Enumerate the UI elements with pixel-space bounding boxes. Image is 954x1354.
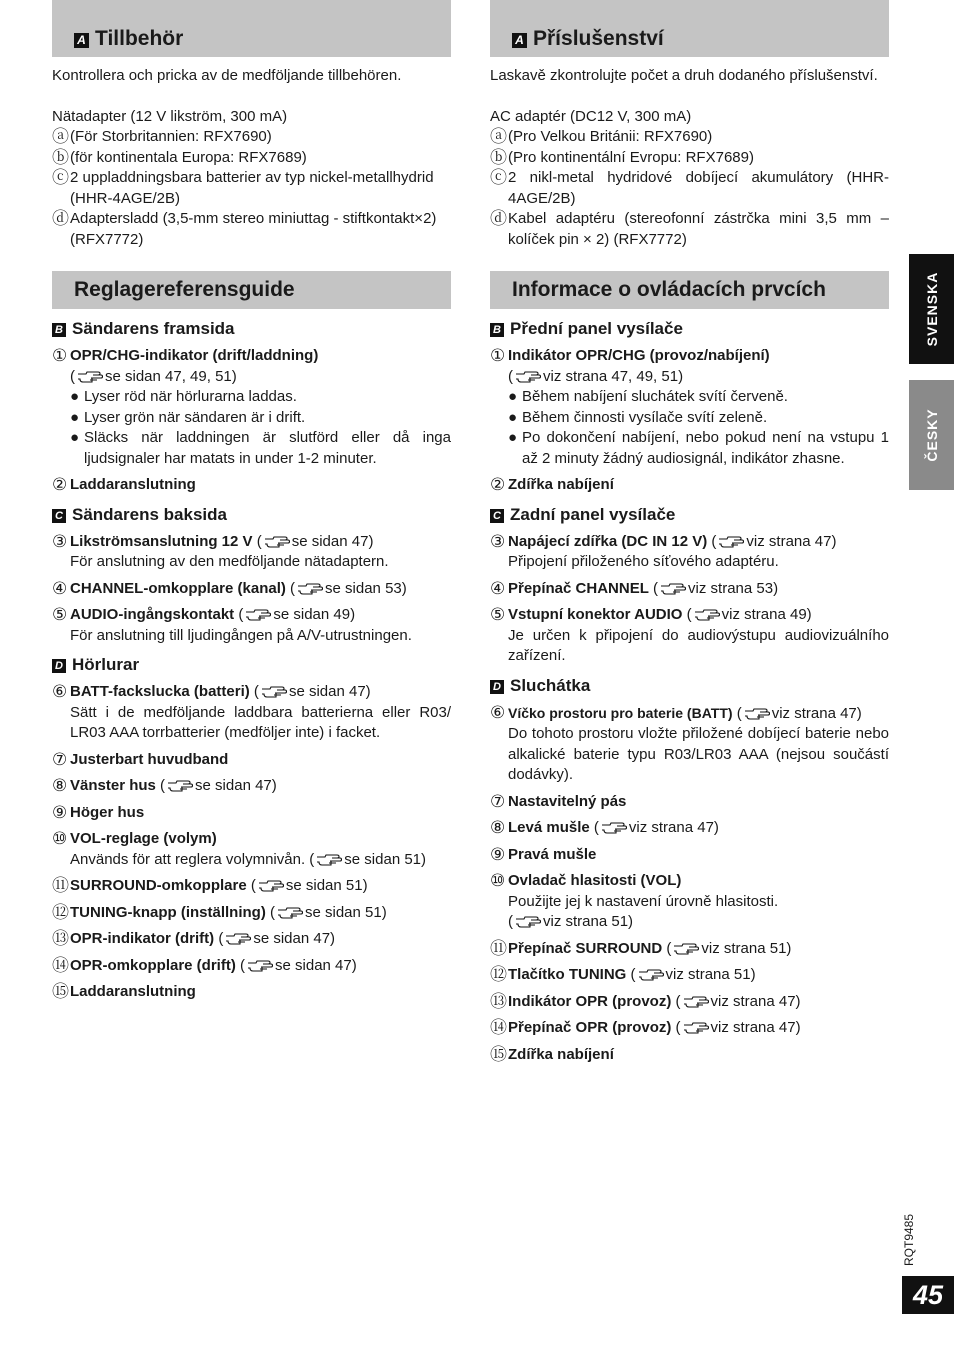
pointing-hand-icon — [277, 906, 303, 919]
accessories-title: Tillbehör — [95, 27, 184, 50]
accessories-header — [52, 0, 451, 57]
pointing-hand-icon — [247, 959, 273, 972]
accessory-item: ⓑ (för kontinentala Europa: RFX7689) — [52, 147, 307, 167]
pointing-hand-icon — [683, 995, 709, 1008]
accessory-item: ⓓ Adaptersladd (3,5-mm stereo miniuttag - stiftkontakt×2) (RFX7772) — [52, 209, 437, 248]
front-subheading-cz: B Přední panel vysílače — [490, 318, 889, 340]
controls-header — [52, 271, 451, 309]
accessory-item: ⓒ 2 uppladdningsbara batterier av typ nickel-metallhydrid (HHR-4AGE/2B) — [52, 168, 434, 207]
pointing-hand-icon — [264, 535, 290, 548]
pointing-hand-icon — [316, 853, 342, 866]
adapter-label-cz: AC adaptér (DC12 V, 300 mA) — [490, 107, 692, 125]
pointing-hand-icon — [515, 370, 541, 383]
pointing-hand-icon — [744, 707, 770, 720]
czech-column: A Příslušenství Laskavě zkontrolujte počet a druh dodaného příslušenství. AC adaptér (DC12 V, 300 mA) ⓐ (Pro Velkou Británii: RFX7690) ⓑ (Pro kontinentální Evropu: RFX7689) ⓒ 2 nikl-metal hydridové dobíjecí akumulátory (HHR-4AGE/2B) ⓓ Kabel adaptéru (stereofonní zástrčka mini 3,5 mm – kolíček pin × 2) (RFX7772) Informace o ovládacích prvcích B Přední panel vysílače ① Indikátor OPR/CHG (provoz/nabíjení) ( viz strana 47, 49, 51) ● Během nabíjení sluchátek svítí červeně. ● Během činnosti vysílače svítí zeleně. ● Po dokončení nabíjení, nebo pokud není na vstupu 1 až 2 minuty žádný audiosignál, indikátor zhasne. ② Zdířka nabíjení C Zadní panel vysílače ③ Napájecí zdířka (DC IN 12 V) ( viz strana 47) Připojení přiloženého síťového adaptéru. ④ Přepínač CHANNEL ( viz strana 53) ⑤ Vstupní konektor AUDIO ( viz strana 49) Je určen k připojení do audiovýstupu audiovizuálního zařízení. D Sluchátka ⑥ Víčko prostoru pro baterie (BATT) ( viz strana 47) Do tohoto prostoru vložte přiložené dobíjecí baterie nebo alkalické baterie typu R03/LR03 AAA (nejsou součástí dodávky). ⑦ Nastavitelný pás ⑧ Levá mušle ( viz strana 47) ⑨ Pravá mušle ⑩ Ovladač hlasitosti (VOL) Použijte jej k nastavení úrovně hlasitosti. ( viz strana 51) ⑪ Přepínač SURROUND ( viz strana 51) ⑫ Tlačítko TUNING ( viz strana 51) ⑬ Indikátor OPR (provoz) ( viz strana 47) ⑭ Přepínač OPR (provoz) ( viz strana 47) ⑮ Zdířka nabíjení — [490, 0, 889, 1065]
language-tab-cesky: ČESKY — [909, 380, 954, 490]
pointing-hand-icon — [683, 1021, 709, 1034]
controls-title-cz: Informace o ovládacích prvcích — [512, 278, 826, 301]
headphones-subheading-cz: D Sluchátka — [490, 675, 889, 697]
pointing-hand-icon — [515, 915, 541, 928]
pointing-hand-icon — [638, 968, 664, 981]
pointing-hand-icon — [694, 608, 720, 621]
accessory-item: ⓒ 2 nikl-metal hydridové dobíjecí akumulátory (HHR-4AGE/2B) — [490, 168, 889, 207]
accessories-intro: Kontrollera och pricka av de medföljande tillbehören. — [52, 67, 402, 84]
pointing-hand-icon — [601, 821, 627, 834]
pointing-hand-icon — [297, 582, 323, 595]
accessory-item: ⓐ (Pro Velkou Británii: RFX7690) — [490, 127, 713, 146]
item-name: Laddaranslutning — [70, 476, 196, 493]
accessory-item: ⓑ (Pro kontinentální Evropu: RFX7689) — [490, 147, 754, 167]
pointing-hand-icon — [167, 779, 193, 792]
back-subheading-cz: C Zadní panel vysílače — [490, 504, 889, 526]
pointing-hand-icon — [718, 535, 744, 548]
controls-title: Reglagereferensguide — [74, 278, 295, 301]
page-number: 45 — [902, 1276, 954, 1314]
language-tab-svenska: SVENSKA — [909, 254, 954, 364]
pointing-hand-icon — [261, 685, 287, 698]
pointing-hand-icon — [673, 942, 699, 955]
accessories-header-cz: A Příslušenství — [490, 0, 889, 57]
headphones-subheading: D Hörlurar — [52, 654, 451, 676]
pointing-hand-icon — [258, 879, 284, 892]
accessory-item: ⓐ (För Storbritannien: RFX7690) — [52, 127, 272, 146]
pointing-hand-icon — [77, 370, 103, 383]
item-name: OPR/CHG-indikator (drift/laddning) — [70, 347, 319, 364]
swedish-column: A Tillbehör Kontrollera och pricka av de medföljande tillbehören. Nätadapter (12 V likström, 300 mA) ⓐ (För Storbritannien: RFX7690) ⓑ (för kontinentala Europa: RFX7689) ⓒ 2 uppladdningsbara batterier av typ nickel-metallhydrid (HHR-4AGE/2B) ⓓ Adaptersladd (3,5-mm stereo miniuttag - stiftkontakt×2) (RFX7772) Reglagereferensguide B Sändarens framsida ① OPR/CHG-indikator (drift/laddning) ( se sidan 47, 49, 51) ● Lyser röd när hörlurarna laddas. ● Lyser grön när sändaren är i drift. ● Släcks när laddningen är slutförd eller då inga ljudsignaler har matats in under 1-2 minuter. ② Laddaranslutning C Sändarens baksida ③ Likströmsanslutning 12 V ( se sidan 47) För anslutning av den medföljande nätadaptern. ④ CHANNEL-omkopplare (kanal) ( se sidan 53) ⑤ AUDIO-ingångskontakt ( se sidan 49) För anslutning till ljudingången på A/V-utrustningen. D Hörlurar ⑥ BATT-fackslucka (batteri) ( se sidan 47) Sätt i de medföljande laddbara batterierna eller R03/ LR03 AAA torrbatterier (medföljer inte) i facket. ⑦ Justerbart huvudband ⑧ Vänster hus ( se sidan 47) ⑨ Höger hus ⑩ VOL-reglage (volym) Används för att reglera volymnivån. ( se sidan 51) ⑪ SURROUND-omkopplare ( se sidan 51) ⑫ TUNING-knapp (inställning) ( se sidan 51) ⑬ OPR-indikator (drift) ( se sidan 47) ⑭ OPR-omkopplare (drift) ( se sidan 47) ⑮ Laddaranslutning — [52, 0, 451, 1003]
pointing-hand-icon — [225, 932, 251, 945]
adapter-label: Nätadapter (12 V likström, 300 mA) — [52, 107, 288, 125]
pointing-hand-icon — [660, 582, 686, 595]
model-code: RQT9485 — [902, 1213, 916, 1267]
controls-header-cz — [490, 271, 889, 309]
pointing-hand-icon — [245, 608, 271, 621]
back-subheading: C Sändarens baksida — [52, 504, 451, 526]
accessory-item: ⓓ Kabel adaptéru (stereofonní zástrčka mini 3,5 mm – kolíček pin × 2) (RFX7772) — [490, 209, 889, 248]
accessories-intro-cz: Laskavě zkontrolujte počet a druh dodaného příslušenství. — [490, 67, 878, 84]
front-subheading: B Sändarens framsida — [52, 318, 451, 340]
section-letter-a: A — [74, 33, 89, 48]
accessories-title-cz: Příslušenství — [533, 27, 664, 50]
